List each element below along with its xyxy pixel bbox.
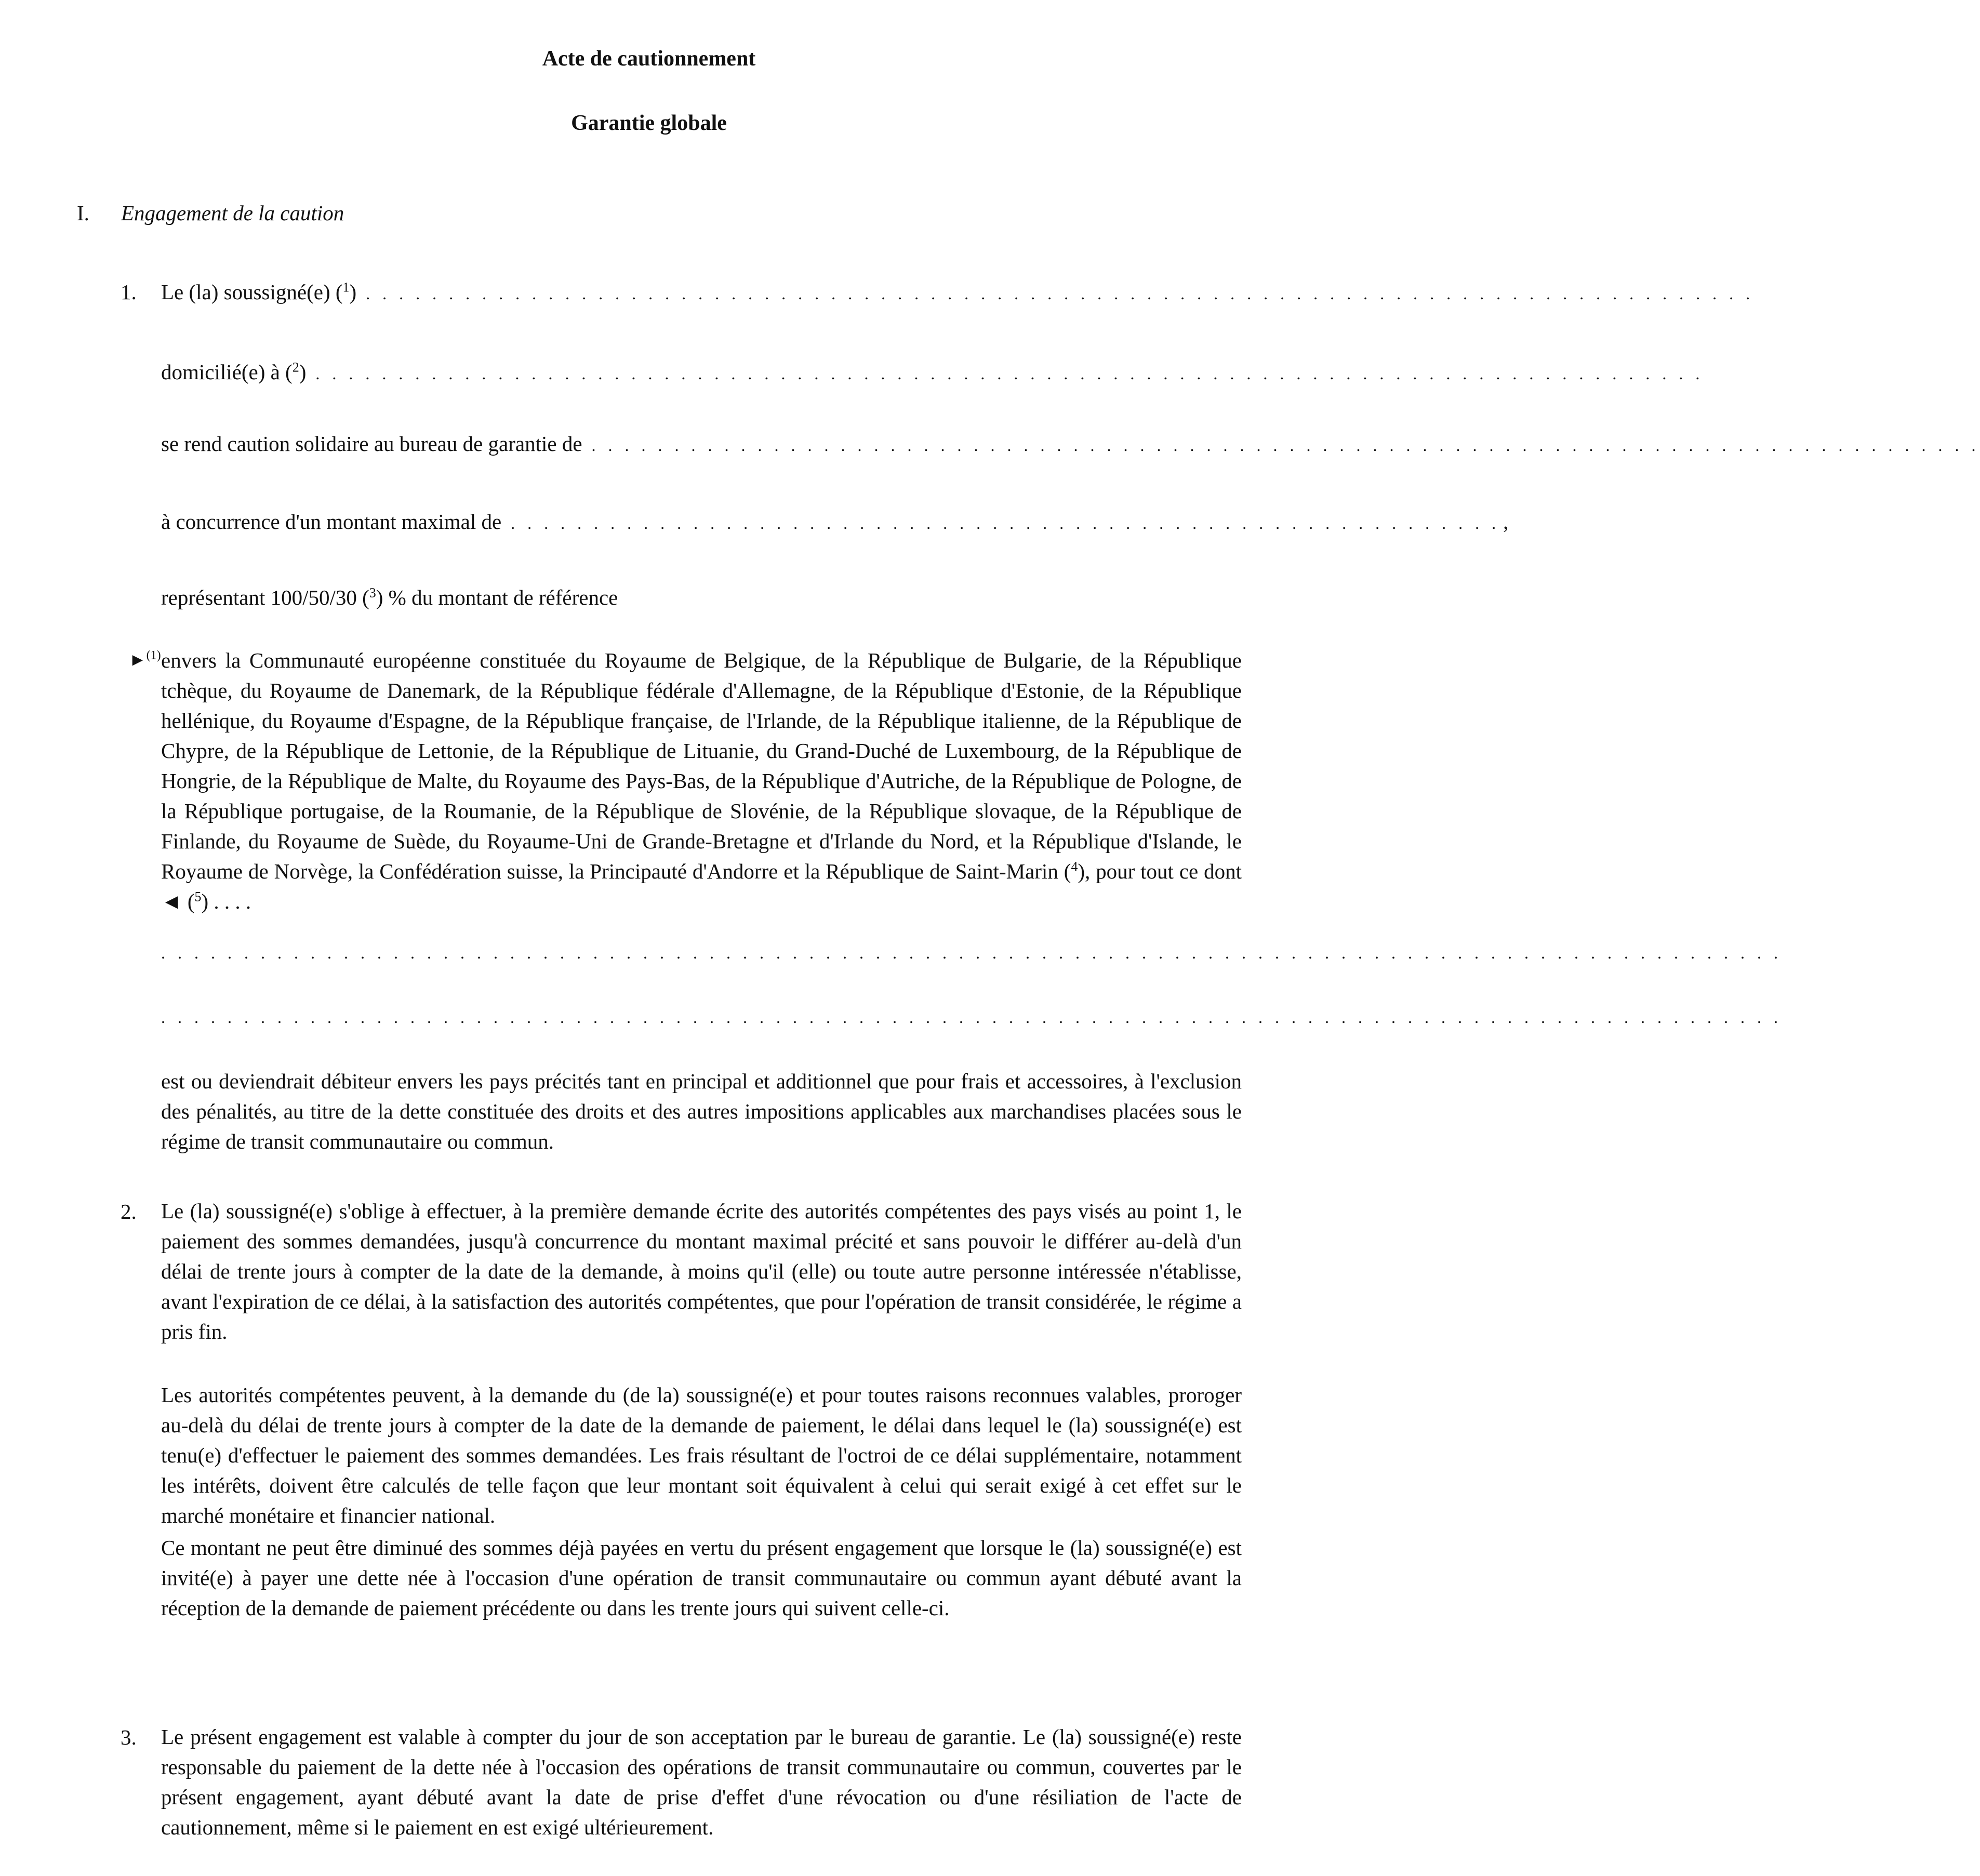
- item-number-1: 1.: [121, 280, 137, 304]
- domicile-label: domicilié(e) à ($^2$): [161, 360, 307, 384]
- domicile-line: [161, 358, 1704, 385]
- surety-name-line: [161, 278, 1755, 305]
- section-number: I.: [77, 201, 89, 225]
- debtor-field-line-1[interactable]: . . . . . . . . . . . . . . . . . . . . . . . . . . . . . . . . . . . . . . . . . . . . . . . . . . . . . . . . . . . . . . . . . . . . . . . . . . . . . . . . . . . . . . . . . . . . . . . . . .: [161, 943, 1782, 962]
- footnote-ref-3: 3: [369, 585, 376, 601]
- document-title: Acte de cautionnement: [542, 47, 756, 71]
- debtor-field-line-2[interactable]: . . . . . . . . . . . . . . . . . . . . . . . . . . . . . . . . . . . . . . . . . . . . . . . . . . . . . . . . . . . . . . . . . . . . . . . . . . . . . . . . . . . . . . . . . . . . . . . . . .: [161, 1008, 1782, 1027]
- maximum-amount-field[interactable]: . . . . . . . . . . . . . . . . . . . . . . . . . . . . . . . . . . . . . . . . . . . . . . . . . . . . . . . . . . . .: [511, 514, 1500, 533]
- footnote-ref-5: 5: [194, 889, 202, 904]
- surety-name-label: Le (la) soussigné(e) ($^1$): [161, 280, 357, 304]
- debtor-obligation-paragraph: est ou deviendrait débiteur envers les pays précités tant en principal et additionnel que pour frais et accessoires, à l'exclusion des pénalités, au titre de la dette constituée des droits et des autres impositions applicables aux marchandises placées sous le régime de transit communautaire ou commun.: [161, 1069, 1242, 1153]
- reference-percentage-text: représentant 100/50/30 ($^3$) % du montant de référence: [161, 585, 618, 609]
- footnote-ref-4: 4: [1071, 859, 1078, 874]
- maximum-amount-comma: ,: [1503, 510, 1509, 534]
- maximum-amount-label: à concurrence d'un montant maximal de: [161, 510, 502, 534]
- surety-name-field[interactable]: . . . . . . . . . . . . . . . . . . . . . . . . . . . . . . . . . . . . . . . . . . . . . . . . . . . . . . . . . . . . . . . . . . . . . . . . . . . . . . . . . . . .: [366, 284, 1755, 303]
- deadline-extension-paragraph: Les autorités compétentes peuvent, à la demande du (de la) soussigné(e) et pour toutes raisons reconnues valables, proroger au-delà du délai de trente jours à compter de la date de la demande de paiement, le délai dans lequel le (la) soussigné(e) est tenu(e) d'effectuer le paiement des sommes demandées. Les frais résultant de l'octroi de ce délai supplémentaire, notamment les intérêts, doivent être calculés de telle façon que leur montant soit équivalent à celui qui serait exigé à cet effet sur le marché monétaire et financier national.: [161, 1383, 1242, 1527]
- footnote-ref-1: 1: [342, 280, 350, 295]
- guarantee-office-field[interactable]: . . . . . . . . . . . . . . . . . . . . . . . . . . . . . . . . . . . . . . . . . . . . . . . . . . . . . . . . . . . . . . . . . . . . . . . . . . . . . . . . . . . .: [591, 436, 1980, 455]
- footnote-ref-2: 2: [292, 360, 299, 375]
- reference-percentage-line: [161, 584, 1242, 611]
- document-subtitle: Garantie globale: [571, 111, 727, 135]
- section-heading: [77, 200, 344, 226]
- amount-reduction-paragraph: Ce montant ne peut être diminué des sommes déjà payées en vertu du présent engagement que lorsque le (la) soussigné(e) est invité(e) à payer une dette née à l'occasion d'une opération de transit communautaire ou commun ayant débuté avant la réception de la demande de paiement précédente ou dans les trente jours qui suivent celle-ci.: [161, 1536, 1242, 1620]
- item-number-2: 2.: [121, 1200, 137, 1223]
- guarantee-office-line: [161, 430, 1980, 457]
- item-number-3: 3.: [121, 1725, 137, 1749]
- guarantee-office-label: se rend caution solidaire au bureau de garantie de: [161, 432, 582, 456]
- domicile-field[interactable]: . . . . . . . . . . . . . . . . . . . . . . . . . . . . . . . . . . . . . . . . . . . . . . . . . . . . . . . . . . . . . . . . . . . . . . . . . . . . . . . . . . . .: [315, 364, 1704, 383]
- maximum-amount-line: [161, 508, 1509, 535]
- amendment-end-marker: ◄: [161, 889, 182, 913]
- validity-paragraph: Le présent engagement est valable à compter du jour de son acceptation par le bureau de garantie. Le (la) soussigné(e) reste responsable du paiement de la dette née à l'occasion des opérations de transit communautaire ou commun, couvertes par le présent engagement, ayant débuté avant la date de prise d'effet d'une révocation ou d'une résiliation de l'acte de cautionnement, même si le paiement en est exigé ultérieurement.: [161, 1725, 1242, 1839]
- countries-paragraph: envers la Communauté européenne constituée du Royaume de Belgique, de la République de Bulgarie, de la République tchèque, du Royaume de Danemark, de la République fédérale d'Allemagne, de la République d'Estonie, de la République hellénique, du Royaume d'Espagne, de la République française, de l'Irlande, de la République italienne, de la République de Chypre, de la République de Lettonie, de la République de Lituanie, du Grand-Duché de Luxembourg, de la République de Hongrie, de la République de Malte, du Royaume des Pays-Bas, de la République d'Autriche, de la République de Pologne, de la République portugaise, de la Roumanie, de la République de Slovénie, de la République slovaque, de la République de Finlande, du Royaume de Suède, du Royaume-Uni de Grande-Bretagne et d'Irlande du Nord, et la République d'Islande, le Royaume de Norvège, la Confédération suisse, la Principauté d'Andorre et la République de Saint-Marin ($^4$), pour tout ce dont ◄ ($^5$) . . . .: [161, 648, 1242, 913]
- section-title: Engagement de la caution: [121, 201, 344, 225]
- payment-obligation-paragraph: Le (la) soussigné(e) s'oblige à effectuer, à la première demande écrite des autorités compétentes des pays visés au point 1, le paiement des sommes demandées, jusqu'à concurrence du montant maximal précité et sans pouvoir le différer au-delà d'un délai de trente jours à compter de la date de la demande, à moins qu'il (elle) ou toute autre personne intéressée n'établisse, avant l'expiration de ce délai, à la satisfaction des autorités compétentes, que pour l'opération de transit considérée, le régime a pris fin.: [161, 1199, 1242, 1343]
- amendment-start-marker: ►$^{(1)}$: [129, 648, 161, 670]
